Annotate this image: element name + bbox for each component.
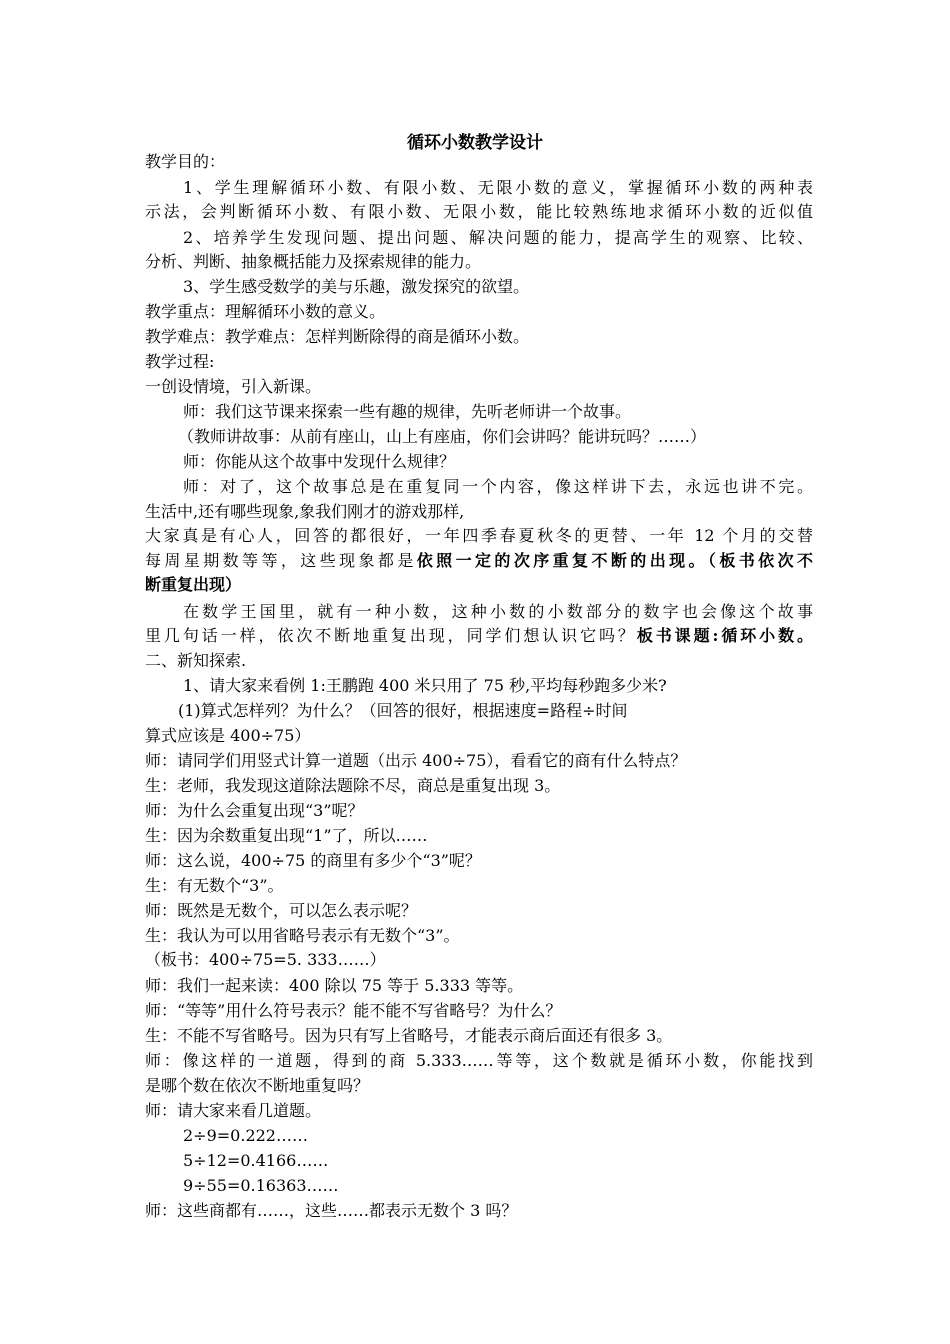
text-line: 示法，会判断循环小数、有限小数、无限小数，能比较熟练地求循环小数的近似值 bbox=[145, 202, 813, 221]
text-line: 师：像这样的一道题，得到的商 5.333……等等，这个数就是循环小数，你能找到 bbox=[145, 1051, 813, 1070]
text-line: 生活中,还有哪些现象,象我们刚才的游戏那样, bbox=[145, 502, 465, 521]
text-line: 是哪个数在依次不断地重复吗？ bbox=[145, 1076, 370, 1095]
document-title: 循环小数教学设计 bbox=[407, 133, 543, 153]
text-run: 每周星期数等等，这些现象都是 bbox=[145, 551, 417, 570]
text-line bbox=[145, 624, 813, 648]
text-line: 教学难点：教学难点：怎样判断除得的商是循环小数。 bbox=[145, 327, 530, 346]
text-line: 生：我认为可以用省略号表示有无数个“3”。 bbox=[145, 926, 460, 945]
text-run: 里几句话一样，依次不断地重复出现，同学们想认识它吗？ bbox=[145, 626, 637, 645]
text-line: 2、培养学生发现问题、提出问题、解决问题的能力，提高学生的观察、比较、 bbox=[183, 228, 813, 247]
text-line: 师：对了，这个故事总是在重复同一个内容，像这样讲下去，永远也讲不完。 bbox=[183, 477, 813, 496]
text-line: 5÷12=0.4166…… bbox=[183, 1151, 329, 1170]
text-line: 师：既然是无数个，可以怎么表示呢？ bbox=[145, 901, 418, 920]
text-line: （板书：400÷75=5. 333……） bbox=[145, 950, 386, 969]
text-line: 教学过程: bbox=[145, 352, 215, 371]
text-line: 生：不能不写省略号。因为只有写上省略号，才能表示商后面还有很多 3。 bbox=[145, 1026, 673, 1045]
text-line: 生：有无数个“3”。 bbox=[145, 876, 284, 895]
text-line: 大家真是有心人，回答的都很好，一年四季春夏秋冬的更替、一年 12 个月的交替 bbox=[145, 526, 813, 545]
bold-text-run: 板书课题:循环小数。 bbox=[636, 626, 813, 645]
text-line: 师：这些商都有……，这些……都表示无数个 3 吗？ bbox=[145, 1201, 518, 1220]
text-line bbox=[145, 549, 813, 573]
text-line: 师：请同学们用竖式计算一道题（出示 400÷75），看看它的商有什么特点？ bbox=[145, 751, 687, 770]
text-line: 算式应该是 400÷75） bbox=[145, 726, 311, 745]
text-line: 师：“等等”用什么符号表示？能不能不写省略号？为什么？ bbox=[145, 1001, 562, 1020]
text-line: 生：因为余数重复出现“1”了，所以…… bbox=[145, 826, 428, 845]
text-line: 一创设情境，引入新课。 bbox=[145, 377, 322, 396]
bold-text-run: 依照一定的次序重复不断的出现。（板书依次不 bbox=[416, 551, 813, 570]
text-line: 分析、判断、抽象概括能力及探索规律的能力。 bbox=[145, 252, 482, 271]
text-line: 2÷9=0.222…… bbox=[183, 1126, 308, 1145]
text-line: 9÷55=0.16363…… bbox=[183, 1176, 339, 1195]
text-line: 教学目的： bbox=[145, 152, 226, 171]
text-line: 师：为什么会重复出现“3”呢？ bbox=[145, 801, 364, 820]
text-line: 1、学生理解循环小数、有限小数、无限小数的意义，掌握循环小数的两种表 bbox=[183, 178, 813, 197]
text-line: （教师讲故事：从前有座山，山上有座庙，你们会讲吗？能讲玩吗？……） bbox=[178, 427, 707, 446]
text-line bbox=[145, 573, 813, 597]
text-line: 3、学生感受数学的美与乐趣，激发探究的欲望。 bbox=[183, 277, 530, 296]
text-line: (1)算式怎样列？为什么？（回答的很好，根据速度=路程÷时间 bbox=[178, 701, 628, 720]
text-line: 师：你能从这个故事中发现什么规律？ bbox=[183, 452, 456, 471]
text-line: 师：请大家来看几道题。 bbox=[145, 1101, 322, 1120]
text-line: 1、请大家来看例 1:王鹏跑 400 米只用了 75 秒,平均每秒跑多少米? bbox=[183, 676, 667, 695]
text-line: 在数学王国里，就有一种小数，这种小数的小数部分的数字也会像这个故事 bbox=[183, 602, 813, 621]
text-line: 二、新知探索. bbox=[145, 651, 247, 670]
text-line: 教学重点：理解循环小数的意义。 bbox=[145, 302, 386, 321]
text-line: 生：老师，我发现这道除法题除不尽，商总是重复出现 3。 bbox=[145, 776, 561, 795]
bold-text-run: 断重复出现） bbox=[145, 575, 242, 594]
text-line: 师：我们这节课来探索一些有趣的规律，先听老师讲一个故事。 bbox=[183, 402, 632, 421]
text-line: 师：我们一起来读：400 除以 75 等于 5.333 等等。 bbox=[145, 976, 524, 995]
text-line: 师：这么说，400÷75 的商里有多少个“3”呢？ bbox=[145, 851, 481, 870]
